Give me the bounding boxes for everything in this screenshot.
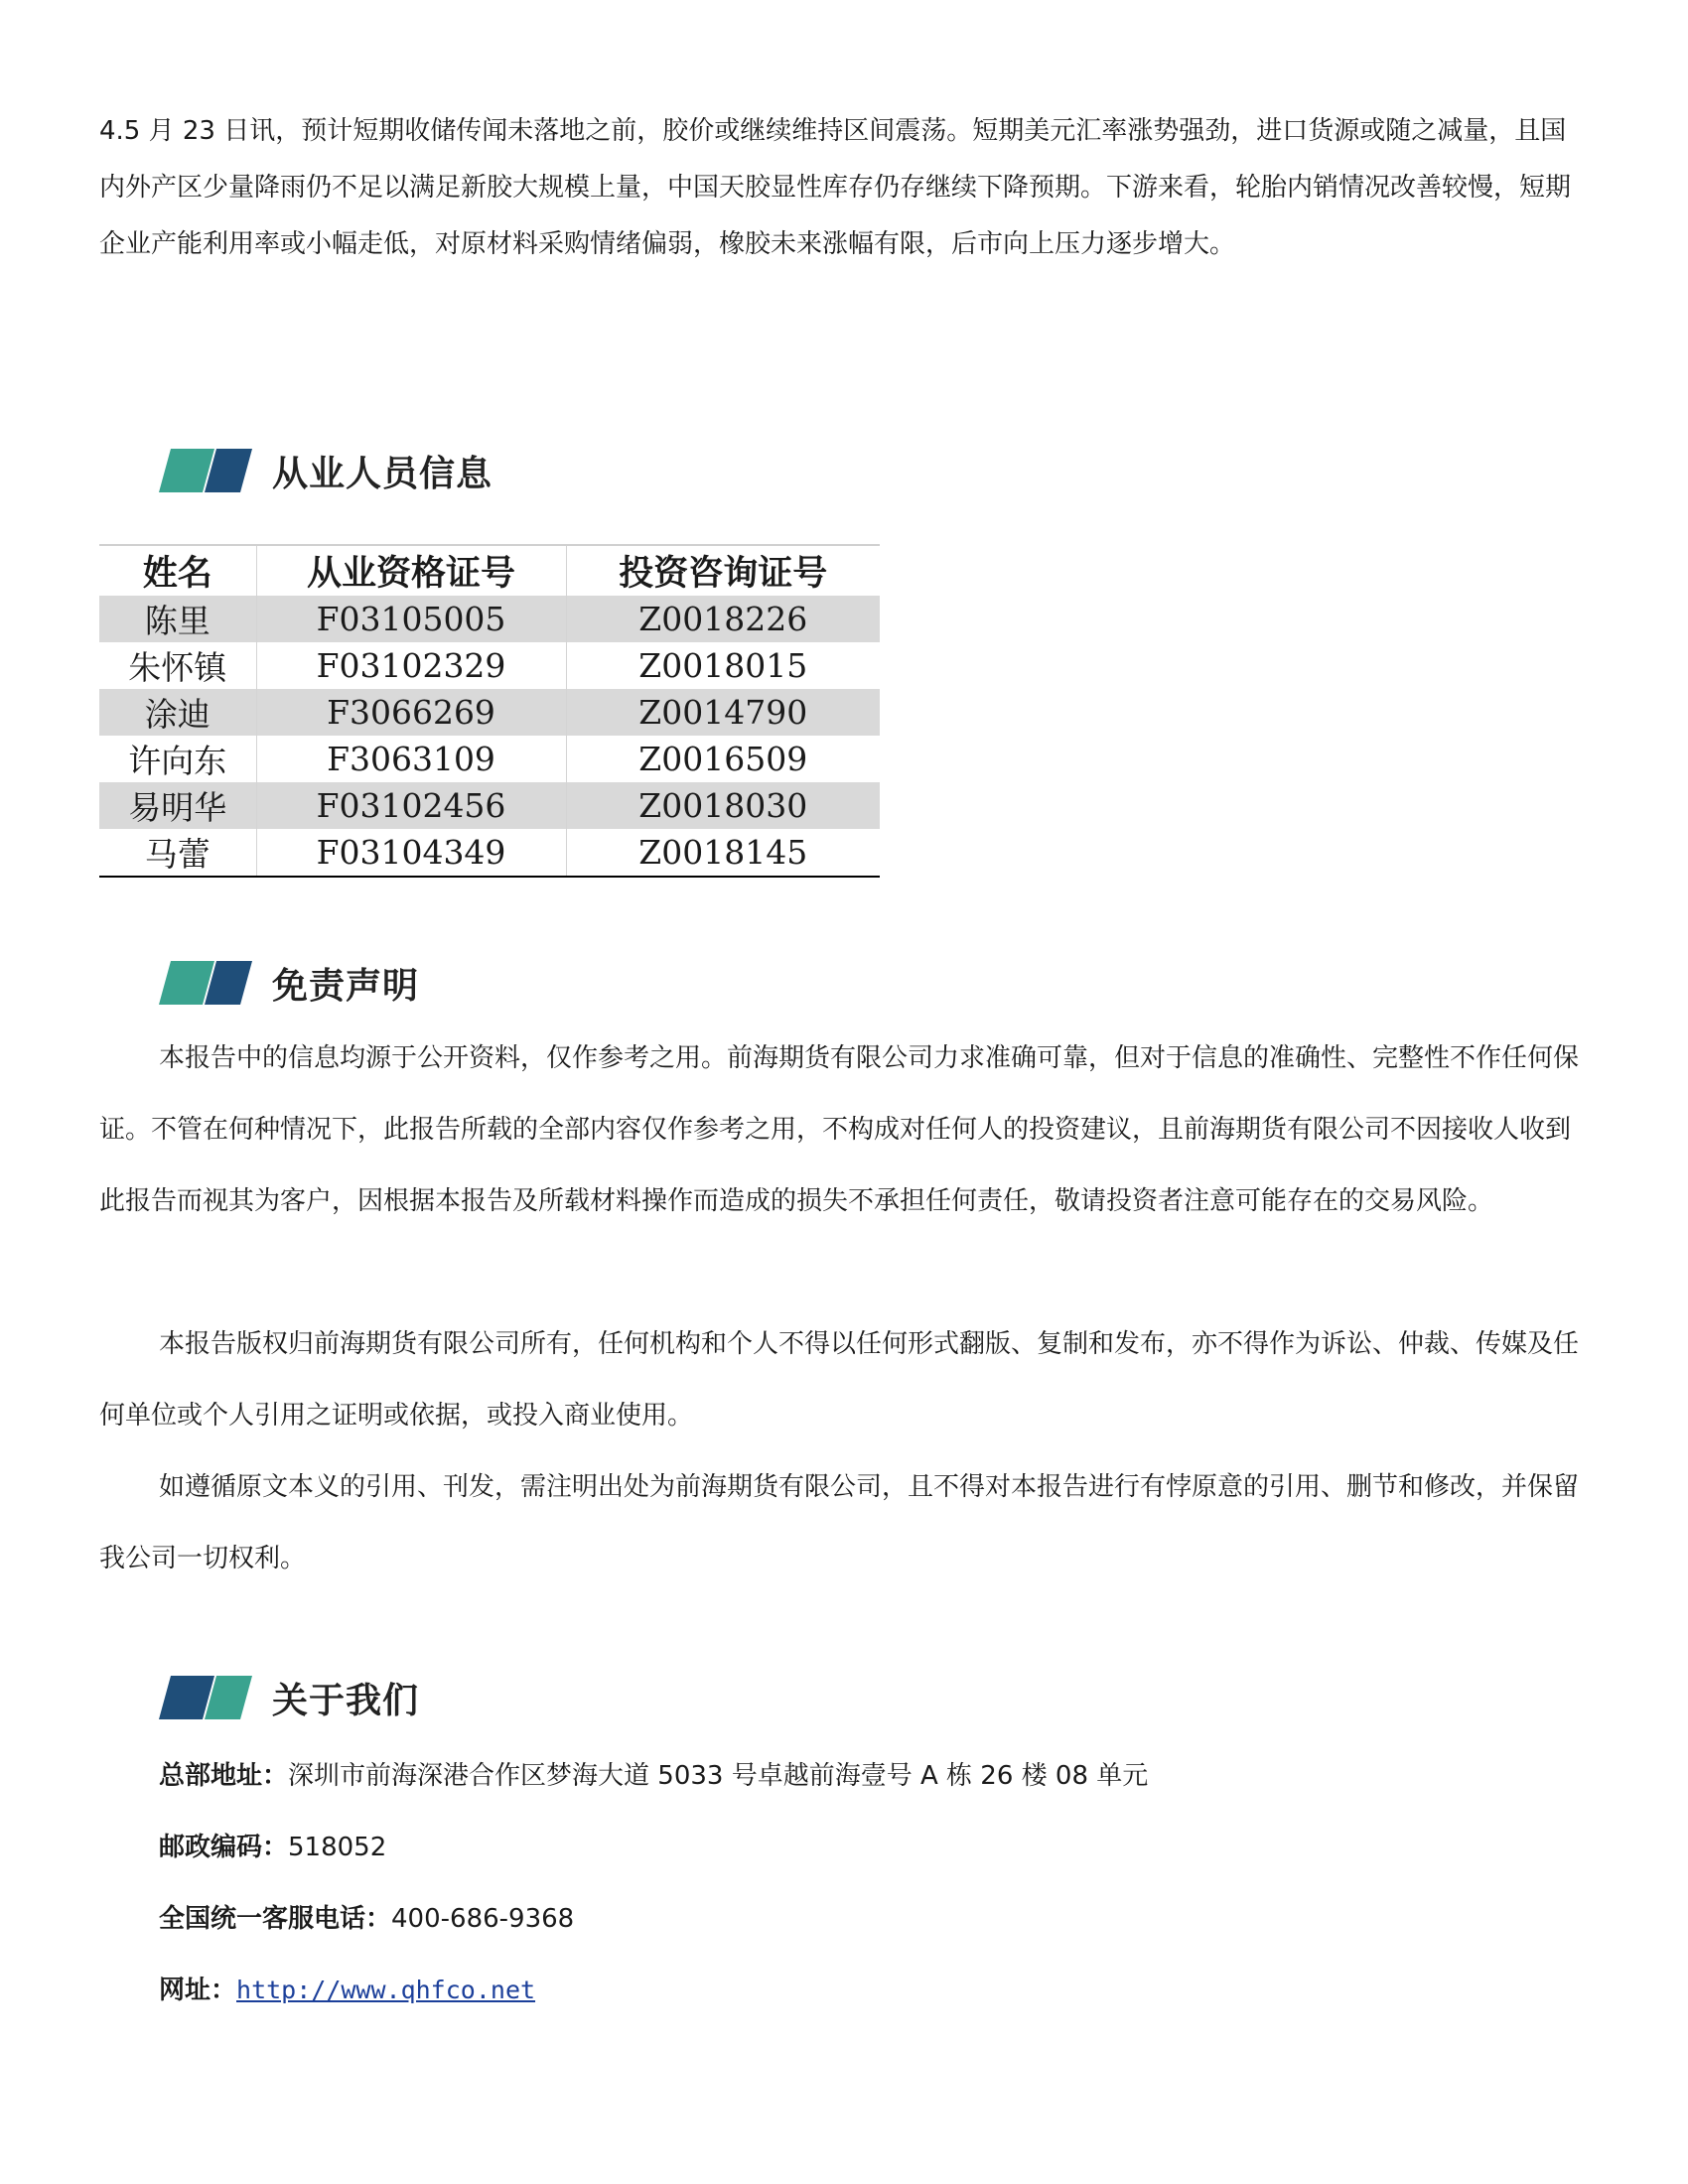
license-number: F03102456: [256, 782, 566, 829]
section-header-disclaimer: [159, 959, 419, 1007]
address-value: 深圳市前海深港合作区梦海大道 5033 号卓越前海壹号 A 栋 26 楼 08 单元: [288, 1761, 1149, 1791]
header-license: 从业资格证号: [256, 545, 566, 596]
section-banner-icon: [159, 449, 252, 492]
zip-value: 518052: [288, 1833, 387, 1862]
table-row: [99, 596, 880, 642]
contact-address: [159, 1755, 1148, 1792]
header-name: 姓名: [99, 545, 256, 596]
license-number: F03104349: [256, 829, 566, 877]
table-header-row: [99, 545, 880, 596]
website-label: 网址：: [159, 1976, 237, 2005]
section-header-staff: [159, 447, 492, 494]
advisory-number: Z0016509: [566, 736, 880, 782]
contact-zip: [159, 1827, 386, 1863]
staff-name: 陈里: [99, 596, 256, 642]
table-row: [99, 736, 880, 782]
license-number: F03105005: [256, 596, 566, 642]
phone-label: 全国统一客服电话：: [159, 1904, 392, 1934]
staff-name: 易明华: [99, 782, 256, 829]
license-number: F3066269: [256, 689, 566, 736]
disclaimer-paragraph: 本报告版权归前海期货有限公司所有，任何机构和个人不得以任何形式翻版、复制和发布，亦不得作为诉讼、仲裁、传媒及任何单位或个人引用之证明或依据，或投入商业使用。: [99, 1329, 1580, 1431]
section-header-about: [159, 1674, 419, 1721]
phone-value: 400-686-9368: [391, 1904, 575, 1934]
section-title-disclaimer: 免责声明: [272, 965, 420, 1007]
contact-phone: [159, 1898, 574, 1935]
advisory-number: Z0018015: [566, 642, 880, 689]
table-row: [99, 829, 880, 877]
staff-name: 朱怀镇: [99, 642, 256, 689]
staff-table: [99, 544, 880, 878]
advisory-number: Z0018145: [566, 829, 880, 877]
staff-name: 马蕾: [99, 829, 256, 877]
table-row: [99, 782, 880, 829]
address-label: 总部地址：: [159, 1761, 289, 1791]
advisory-number: Z0018226: [566, 596, 880, 642]
table-row: [99, 642, 880, 689]
staff-name: 许向东: [99, 736, 256, 782]
disclaimer-paragraph: 如遵循原文本义的引用、刊发，需注明出处为前海期货有限公司，且不得对本报告进行有悖原意的引用、删节和修改，并保留我公司一切权利。: [99, 1472, 1580, 1573]
section-title-staff: 从业人员信息: [272, 453, 493, 494]
disclaimer-paragraph: 本报告中的信息均源于公开资料，仅作参考之用。前海期货有限公司力求准确可靠，但对于信息的准确性、完整性不作任何保证。不管在何种情况下，此报告所载的全部内容仅作参考之用，不构成对任何人的投资建议，且前海期货有限公司不因接收人收到此报告而视其为客户，因根据本报告及所载材料操作而造成的损失不承担任何责任，敬请投资者注意可能存在的交易风险。: [99, 1043, 1580, 1216]
intro-paragraph: 4.5 月 23 日讯，预计短期收储传闻未落地之前，胶价或继续维持区间震荡。短期美元汇率涨势强劲，进口货源或随之减量，且国内外产区少量降雨仍不足以满足新胶大规模上量，中国天胶显性库存仍存继续下降预期。下游来看，轮胎内销情况改善较慢，短期企业产能利用率或小幅走低，对原材料采购情绪偏弱，橡胶未来涨幅有限，后市向上压力逐步增大。: [99, 116, 1572, 259]
header-advisory: 投资咨询证号: [566, 545, 880, 596]
section-title-about: 关于我们: [272, 1680, 420, 1721]
license-number: F03102329: [256, 642, 566, 689]
license-number: F3063109: [256, 736, 566, 782]
website-link[interactable]: http://www.qhfco.net: [236, 1976, 536, 2004]
advisory-number: Z0018030: [566, 782, 880, 829]
section-banner-icon: [159, 1676, 252, 1719]
table-row: [99, 689, 880, 736]
zip-label: 邮政编码：: [159, 1833, 289, 1862]
contact-website: [159, 1970, 535, 2006]
staff-name: 涂迪: [99, 689, 256, 736]
advisory-number: Z0014790: [566, 689, 880, 736]
section-banner-icon: [159, 961, 252, 1005]
